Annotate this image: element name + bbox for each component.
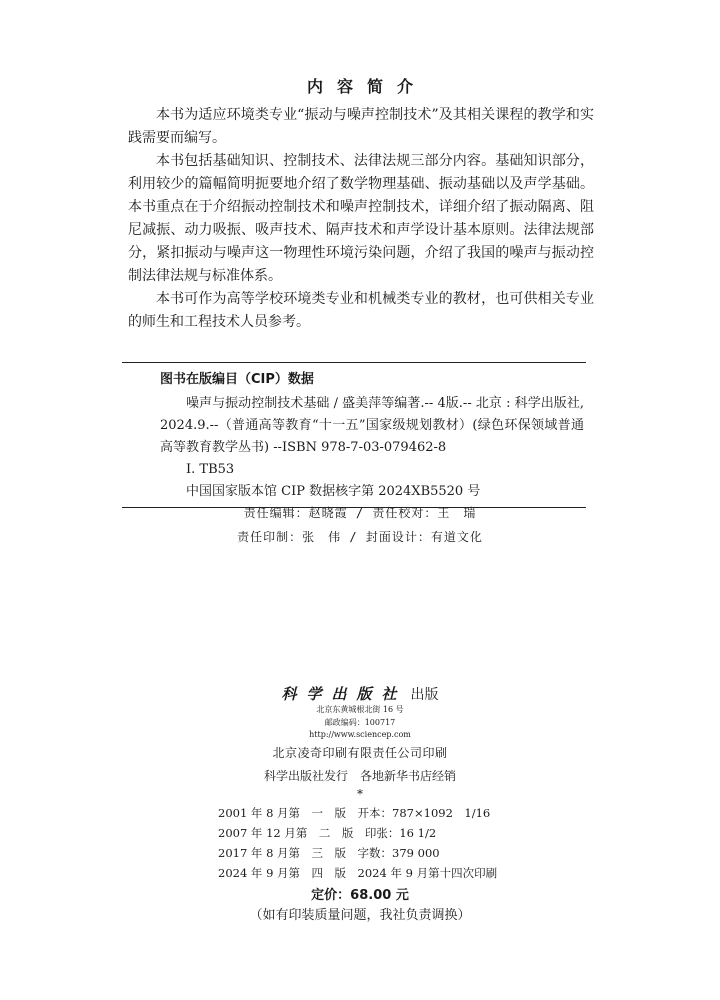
edition-row: 2017 年 8 月第 三 版 字数：379 000 (218, 846, 440, 860)
edition-history (218, 803, 518, 883)
page-title: 内容简介 (306, 77, 427, 96)
distribution-line: 科学出版社发行 各地新华书店经销 (263, 769, 456, 783)
summary-section (128, 104, 594, 334)
separator-star: * (357, 787, 363, 801)
publisher-suffix: 出版 (410, 687, 439, 703)
publisher-logo: 科学出版社 (281, 685, 407, 703)
editor-credits: 责任编辑：赵晓霞 / 责任校对：王 瑞 (243, 506, 477, 520)
cip-block (122, 362, 586, 508)
publisher-name (0, 683, 720, 704)
summary-paragraph: 本书为适应环境类专业“振动与噪声控制技术”及其相关课程的教学和实践需要而编写。 (128, 107, 594, 146)
edition-row: 2001 年 8 月第 一 版 开本：787×1092 1/16 (218, 806, 491, 820)
publisher-url: http://www.sciencep.com (309, 730, 411, 739)
production-credits: 责任印制：张 伟 / 封面设计：有道文化 (237, 530, 483, 544)
publisher-address: 北京东黄城根北街 16 号 (316, 705, 404, 714)
price: 定价：68.00 元 (311, 888, 409, 903)
edition-row: 2024 年 9 月第 四 版 2024 年 9 月第十四次印刷 (218, 866, 498, 880)
cip-catalog-number: 中国国家版本馆 CIP 数据核字第 2024XB5520 号 (186, 484, 481, 499)
edition-row: 2007 年 12 月第 二 版 印张：16 1/2 (218, 826, 437, 840)
cip-heading: 图书在版编目（CIP）数据 (160, 372, 314, 387)
printer-line: 北京凌奇印刷有限责任公司印刷 (272, 746, 448, 760)
summary-paragraph: 本书可作为高等学校环境类专业和机械类专业的教材，也可供相关专业的师生和工程技术人员参考。 (128, 291, 594, 330)
quality-notice: （如有印装质量问题，我社负责调换） (249, 908, 471, 923)
publisher-postcode: 邮政编码：100717 (324, 718, 396, 727)
cip-classification: Ⅰ. TB53 (186, 462, 235, 477)
summary-paragraph: 本书包括基础知识、控制技术、法律法规三部分内容。基础知识部分，利用较少的篇幅简明扼要地介绍了数学物理基础、振动基础以及声学基础。本书重点在于介绍振动控制技术和噪声控制技术，详细介绍了振动隔离、阻尼减振、动力吸振、吸声技术、隔声技术和声学设计基本原则。法律法规部分，紧扣振动与噪声这一物理性环境污染问题，介绍了我国的噪声与振动控制法律法规与标准体系。 (128, 153, 594, 284)
cip-record: 噪声与振动控制技术基础 / 盛美萍等编著.-- 4版.-- 北京 : 科学出版社, 2024.9.--（普通高等教育“十一五”国家级规划教材）(绿色环保领域普通高等教育教学丛书) --ISBN 978-7-03-079462-8 (160, 396, 584, 455)
